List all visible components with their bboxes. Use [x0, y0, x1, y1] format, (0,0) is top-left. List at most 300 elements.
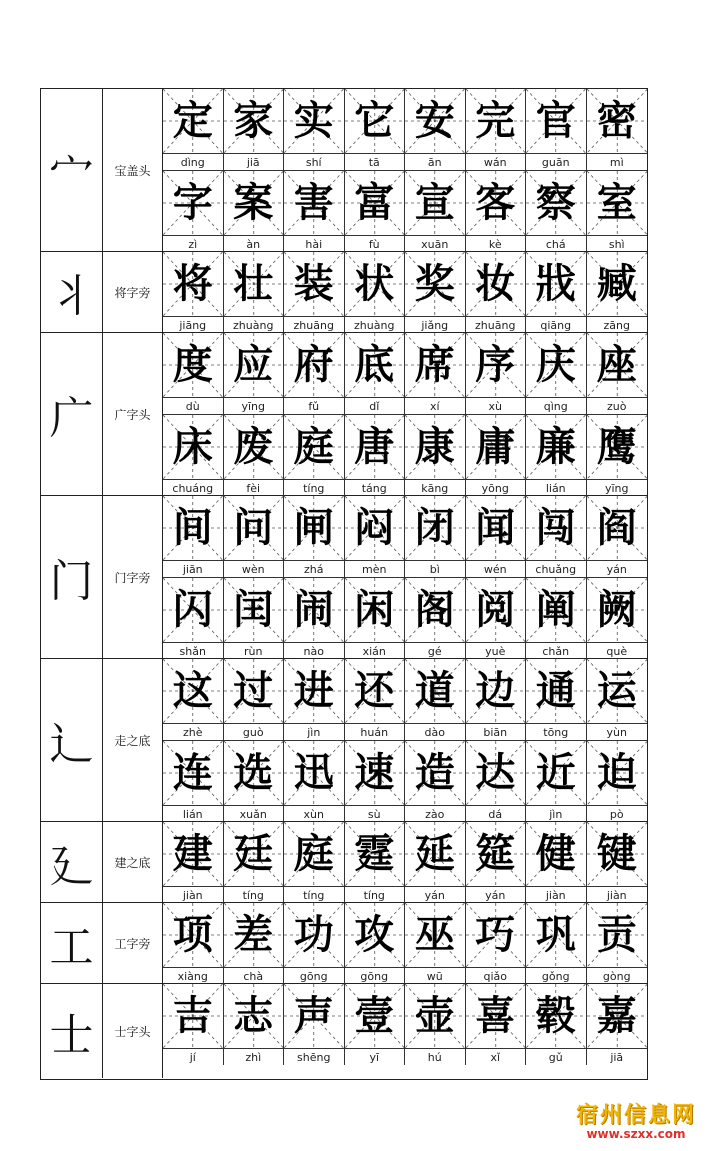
hanzi-character: 闻 [475, 504, 516, 551]
practice-grid-box [405, 659, 465, 723]
hanzi-character: 宣 [414, 179, 455, 226]
hanzi-character: 还 [354, 667, 395, 714]
character-cell [526, 252, 587, 333]
character-cell [405, 171, 466, 252]
hanzi-character: 近 [535, 749, 576, 796]
radical-glyph: 工 [41, 903, 103, 983]
hanzi-character: 席 [414, 341, 455, 388]
hanzi-character: 声 [293, 992, 334, 1039]
radical-glyph: 士 [41, 984, 103, 1078]
hanzi-character: 问 [233, 504, 274, 551]
pinyin-label: tōng [526, 723, 586, 740]
character-row [163, 333, 647, 415]
hanzi-character: 它 [354, 97, 395, 144]
pinyin-label: yuè [466, 642, 526, 659]
hanzi-character: 壮 [233, 260, 274, 307]
hanzi-character: 进 [293, 667, 334, 714]
practice-grid-box [466, 822, 526, 886]
pinyin-label: chǎn [526, 642, 586, 659]
pinyin-label: zhuàng [224, 316, 284, 333]
character-cell [163, 984, 224, 1065]
character-cell [587, 984, 648, 1065]
pinyin-label: dù [163, 397, 223, 414]
character-cell [284, 903, 345, 984]
character-cell [284, 496, 345, 577]
practice-grid-box [284, 89, 344, 153]
practice-grid-box [587, 252, 648, 316]
practice-grid-box [587, 415, 648, 479]
hanzi-character: 连 [172, 749, 213, 796]
character-cell [284, 822, 345, 903]
watermark-title: 宿州信息网 [575, 1103, 696, 1128]
character-cell [163, 822, 224, 903]
hanzi-character: 座 [596, 341, 637, 388]
hanzi-character: 床 [172, 423, 213, 470]
practice-grid-box [345, 333, 405, 397]
character-row [163, 822, 647, 903]
pinyin-label: zuò [587, 397, 648, 414]
pinyin-label: lián [163, 805, 223, 822]
character-cell [284, 415, 345, 496]
practice-grid-box [284, 333, 344, 397]
hanzi-character: 度 [172, 341, 213, 388]
hanzi-character: 吉 [172, 992, 213, 1039]
pinyin-label: tā [345, 153, 405, 170]
pinyin-label: shì [587, 235, 648, 252]
character-cell [405, 333, 466, 414]
pinyin-label: qiǎo [466, 967, 526, 984]
character-cell [587, 822, 648, 903]
practice-grid-box [526, 822, 586, 886]
pinyin-label: zāng [587, 316, 648, 333]
radical-name: 将字旁 [103, 252, 163, 332]
character-cell [345, 741, 406, 822]
practice-grid-box [224, 333, 284, 397]
hanzi-character: 壹 [354, 992, 395, 1039]
practice-grid-box [163, 89, 223, 153]
hanzi-character: 攻 [354, 911, 395, 958]
character-cell [526, 822, 587, 903]
hanzi-character: 速 [354, 749, 395, 796]
hanzi-character: 运 [596, 667, 637, 714]
pinyin-label: jìn [284, 723, 344, 740]
hanzi-character: 装 [293, 260, 334, 307]
hanzi-character: 廉 [535, 423, 576, 470]
hanzi-character: 达 [475, 749, 516, 796]
practice-grid-box [405, 252, 465, 316]
character-cell [587, 903, 648, 984]
pinyin-label: xǐ [466, 1048, 526, 1065]
hanzi-character: 室 [596, 179, 637, 226]
pinyin-label: dǐ [345, 397, 405, 414]
watermark-url: www.szxx.com [586, 1127, 686, 1141]
hanzi-character: 筵 [475, 830, 516, 877]
pinyin-label: dìng [163, 153, 223, 170]
hanzi-character: 将 [172, 260, 213, 307]
character-cell [587, 89, 648, 170]
practice-grid-box [587, 741, 648, 805]
practice-grid-box [163, 822, 223, 886]
hanzi-character: 道 [414, 667, 455, 714]
hanzi-character: 客 [475, 179, 516, 226]
hanzi-character: 建 [172, 830, 213, 877]
pinyin-label: jiàn [163, 886, 223, 903]
radical-section [41, 89, 647, 252]
hanzi-character: 唐 [354, 423, 395, 470]
radical-glyph: 宀 [41, 89, 103, 251]
practice-grid-box [466, 171, 526, 235]
pinyin-label: kè [466, 235, 526, 252]
character-cell [405, 822, 466, 903]
pinyin-label: pò [587, 805, 648, 822]
hanzi-character: 闯 [535, 504, 576, 551]
pinyin-label: qìng [526, 397, 586, 414]
character-cell [587, 415, 648, 496]
character-cell [224, 903, 285, 984]
character-cell [587, 741, 648, 822]
pinyin-label: shēng [284, 1048, 344, 1065]
practice-grid-box [587, 171, 648, 235]
pinyin-label: yīng [587, 479, 648, 496]
pinyin-label: gōng [284, 967, 344, 984]
practice-grid-box [587, 578, 648, 642]
practice-grid-box [345, 496, 405, 560]
character-cell [224, 578, 285, 659]
pinyin-label: gòng [587, 967, 648, 984]
radical-section [41, 984, 647, 1078]
practice-grid-box [284, 496, 344, 560]
pinyin-label: zhá [284, 560, 344, 577]
character-cell [345, 171, 406, 252]
practice-grid-box [163, 252, 223, 316]
practice-grid-box [284, 171, 344, 235]
pinyin-label: qiāng [526, 316, 586, 333]
pinyin-label: jiàn [526, 886, 586, 903]
radical-name: 走之底 [103, 659, 163, 821]
hanzi-character: 妆 [475, 260, 516, 307]
hanzi-character: 嘉 [596, 992, 637, 1039]
pinyin-label: tíng [345, 886, 405, 903]
hanzi-character: 阐 [535, 586, 576, 633]
practice-grid-box [345, 741, 405, 805]
practice-grid-box [526, 89, 586, 153]
hanzi-character: 富 [354, 179, 395, 226]
practice-grid-box [224, 89, 284, 153]
pinyin-label: fǔ [284, 397, 344, 414]
character-cell [466, 496, 527, 577]
hanzi-character: 臧 [596, 260, 637, 307]
character-cell [405, 903, 466, 984]
practice-grid-box [526, 252, 586, 316]
hanzi-character: 巩 [535, 911, 576, 958]
practice-grid-box [405, 496, 465, 560]
practice-grid-box [345, 415, 405, 479]
practice-grid-box [284, 415, 344, 479]
character-cell [224, 333, 285, 414]
hanzi-character: 这 [172, 667, 213, 714]
calligraphy-practice-sheet [40, 88, 648, 1080]
pinyin-label: àn [224, 235, 284, 252]
hanzi-character: 过 [233, 667, 274, 714]
radical-section [41, 252, 647, 333]
character-cell [284, 89, 345, 170]
character-cell [345, 496, 406, 577]
character-cell [163, 578, 224, 659]
character-cell [466, 333, 527, 414]
practice-grid-box [466, 741, 526, 805]
character-cell [224, 415, 285, 496]
pinyin-label: chuǎng [526, 560, 586, 577]
practice-grid-box [526, 171, 586, 235]
character-cell [163, 333, 224, 414]
practice-grid-box [163, 984, 223, 1048]
pinyin-label: fù [345, 235, 405, 252]
character-cell [345, 415, 406, 496]
practice-grid-box [405, 984, 465, 1048]
practice-grid-box [284, 822, 344, 886]
practice-grid-box [526, 741, 586, 805]
pinyin-label: zì [163, 235, 223, 252]
character-cell [466, 741, 527, 822]
pinyin-label: xù [466, 397, 526, 414]
hanzi-character: 庭 [293, 830, 334, 877]
character-cell [587, 252, 648, 333]
practice-grid-box [224, 822, 284, 886]
practice-grid-box [345, 903, 405, 967]
pinyin-label: wū [405, 967, 465, 984]
practice-grid-box [405, 89, 465, 153]
practice-grid-box [466, 415, 526, 479]
character-cell [345, 903, 406, 984]
practice-grid-box [224, 496, 284, 560]
character-cell [405, 89, 466, 170]
pinyin-label: yī [345, 1048, 405, 1065]
practice-grid-box [466, 578, 526, 642]
character-row [163, 496, 647, 578]
pinyin-label: yùn [587, 723, 648, 740]
pinyin-label: fèi [224, 479, 284, 496]
character-cell [466, 984, 527, 1065]
character-cell [224, 89, 285, 170]
practice-grid-box [284, 659, 344, 723]
practice-grid-box [466, 984, 526, 1048]
hanzi-character: 察 [535, 179, 576, 226]
pinyin-label: dá [466, 805, 526, 822]
practice-grid-box [345, 822, 405, 886]
practice-grid-box [163, 903, 223, 967]
character-cell [466, 822, 527, 903]
character-row [163, 415, 647, 496]
hanzi-character: 闪 [172, 586, 213, 633]
character-cell [587, 578, 648, 659]
hanzi-character: 定 [172, 97, 213, 144]
practice-grid-box [526, 659, 586, 723]
pinyin-label: ān [405, 153, 465, 170]
hanzi-character: 庸 [475, 423, 516, 470]
practice-grid-box [163, 578, 223, 642]
hanzi-character: 闷 [354, 504, 395, 551]
practice-grid-box [224, 903, 284, 967]
character-cell [345, 822, 406, 903]
hanzi-character: 巧 [475, 911, 516, 958]
hanzi-character: 迅 [293, 749, 334, 796]
practice-grid-box [163, 741, 223, 805]
hanzi-character: 间 [172, 504, 213, 551]
hanzi-character: 壶 [414, 992, 455, 1039]
pinyin-label: xuān [405, 235, 465, 252]
pinyin-label: yán [466, 886, 526, 903]
hanzi-character: 闸 [293, 504, 334, 551]
hanzi-character: 安 [414, 97, 455, 144]
character-cell [224, 496, 285, 577]
hanzi-character: 项 [172, 911, 213, 958]
character-cell [224, 252, 285, 333]
pinyin-label: hú [405, 1048, 465, 1065]
pinyin-label: wán [466, 153, 526, 170]
hanzi-character: 应 [233, 341, 274, 388]
pinyin-label: zhuāng [284, 316, 344, 333]
hanzi-character: 阁 [414, 586, 455, 633]
character-row [163, 578, 647, 659]
hanzi-character: 迫 [596, 749, 637, 796]
pinyin-label: mèn [345, 560, 405, 577]
hanzi-character: 闲 [354, 586, 395, 633]
character-row [163, 741, 647, 822]
practice-grid-box [163, 333, 223, 397]
character-row [163, 659, 647, 741]
practice-grid-box [284, 984, 344, 1048]
hanzi-character: 选 [233, 749, 274, 796]
pinyin-label: guò [224, 723, 284, 740]
practice-grid-box [466, 903, 526, 967]
hanzi-character: 闭 [414, 504, 455, 551]
hanzi-character: 鹰 [596, 423, 637, 470]
hanzi-character: 案 [233, 179, 274, 226]
character-cell [466, 415, 527, 496]
practice-grid-box [284, 903, 344, 967]
character-cell [345, 578, 406, 659]
character-cell [405, 252, 466, 333]
hanzi-character: 奖 [414, 260, 455, 307]
hanzi-character: 闹 [293, 586, 334, 633]
character-cell [224, 741, 285, 822]
character-cell [526, 659, 587, 740]
pinyin-label: yán [405, 886, 465, 903]
character-cell [163, 89, 224, 170]
pinyin-label: táng [345, 479, 405, 496]
character-cell [284, 333, 345, 414]
pinyin-label: xùn [284, 805, 344, 822]
pinyin-label: gǔ [526, 1048, 586, 1065]
practice-grid-box [587, 333, 648, 397]
pinyin-label: zhuàng [345, 316, 405, 333]
character-cell [466, 659, 527, 740]
hanzi-character: 造 [414, 749, 455, 796]
character-cell [163, 659, 224, 740]
practice-grid-box [587, 822, 648, 886]
character-cell [224, 822, 285, 903]
radical-glyph: 门 [41, 496, 103, 658]
hanzi-character: 阎 [596, 504, 637, 551]
practice-grid-box [224, 252, 284, 316]
character-cell [587, 333, 648, 414]
hanzi-character: 差 [233, 911, 274, 958]
character-cell [466, 578, 527, 659]
character-cell [466, 171, 527, 252]
character-cell [224, 984, 285, 1065]
character-cell [163, 741, 224, 822]
pinyin-label: xiàng [163, 967, 223, 984]
character-cell [284, 171, 345, 252]
pinyin-label: xuǎn [224, 805, 284, 822]
practice-grid-box [587, 89, 648, 153]
hanzi-character: 通 [535, 667, 576, 714]
pinyin-label: gōng [345, 967, 405, 984]
character-cell [405, 741, 466, 822]
hanzi-character: 废 [233, 423, 274, 470]
hanzi-character: 官 [535, 97, 576, 144]
pinyin-label: shí [284, 153, 344, 170]
site-watermark [576, 1098, 696, 1141]
practice-grid-box [345, 171, 405, 235]
character-cell [345, 984, 406, 1065]
hanzi-character: 害 [293, 179, 334, 226]
character-cell [163, 415, 224, 496]
practice-grid-box [526, 333, 586, 397]
radical-glyph: 廴 [41, 822, 103, 902]
hanzi-character: 贡 [596, 911, 637, 958]
character-cell [587, 496, 648, 577]
pinyin-label: jiā [587, 1048, 648, 1065]
pinyin-label: jiān [163, 560, 223, 577]
practice-grid-box [405, 415, 465, 479]
pinyin-label: jiàn [587, 886, 648, 903]
hanzi-character: 功 [293, 911, 334, 958]
hanzi-character: 廷 [233, 830, 274, 877]
radical-glyph: 辶 [41, 659, 103, 821]
hanzi-character: 庭 [293, 423, 334, 470]
hanzi-character: 密 [596, 97, 637, 144]
hanzi-character: 状 [354, 260, 395, 307]
character-cell [466, 903, 527, 984]
practice-grid-box [587, 903, 648, 967]
practice-grid-box [345, 578, 405, 642]
character-cell [284, 252, 345, 333]
character-cell [345, 333, 406, 414]
practice-grid-box [284, 741, 344, 805]
practice-grid-box [526, 578, 586, 642]
hanzi-character: 府 [293, 341, 334, 388]
pinyin-label: guān [526, 153, 586, 170]
pinyin-label: zhè [163, 723, 223, 740]
character-cell [405, 496, 466, 577]
radical-name: 门字旁 [103, 496, 163, 658]
hanzi-character: 志 [233, 992, 274, 1039]
pinyin-label: huán [345, 723, 405, 740]
radical-section [41, 333, 647, 496]
pinyin-label: jiā [224, 153, 284, 170]
radical-name: 建之底 [103, 822, 163, 902]
character-cell [526, 496, 587, 577]
hanzi-character: 霆 [354, 830, 395, 877]
character-cell [526, 415, 587, 496]
pinyin-label: lián [526, 479, 586, 496]
hanzi-character: 阅 [475, 586, 516, 633]
practice-grid-box [345, 252, 405, 316]
character-cell [163, 903, 224, 984]
practice-grid-box [345, 984, 405, 1048]
character-cell [466, 252, 527, 333]
